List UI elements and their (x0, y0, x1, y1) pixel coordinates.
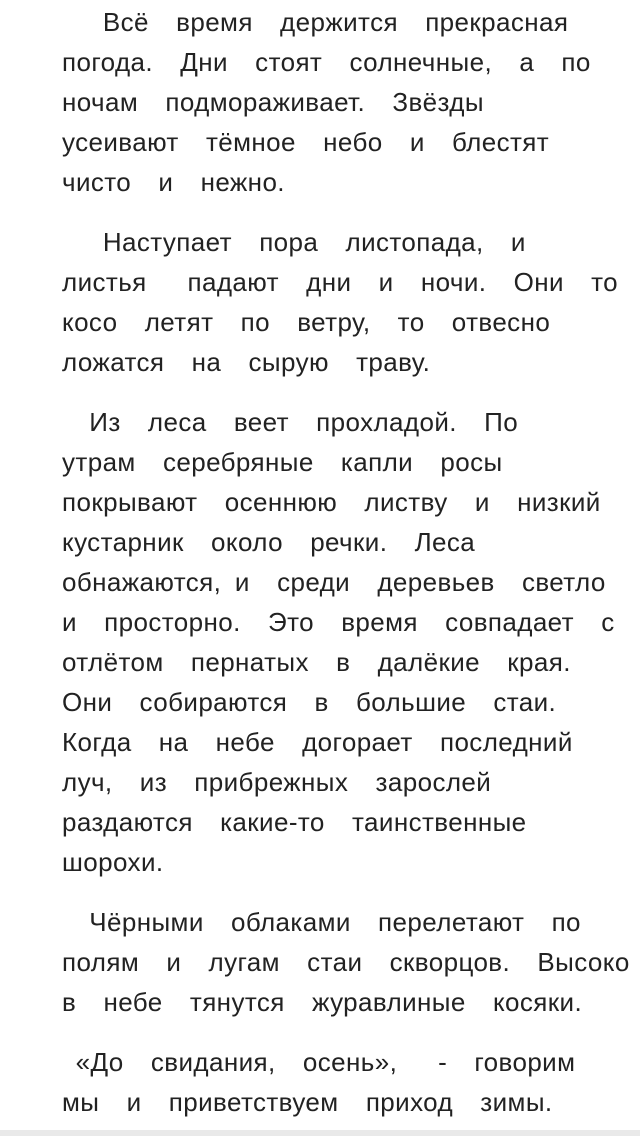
bottom-edge-divider (0, 1130, 640, 1136)
paragraph-4 (62, 902, 630, 1022)
text-line: Они собираются в большие стаи. (62, 687, 557, 717)
text-line: утрам серебряные капли росы (62, 447, 503, 477)
text-line: обнажаются, и среди деревьев светло (62, 567, 606, 597)
paragraph-5 (62, 1042, 575, 1122)
text-line: Наступает пора листопада, и (62, 227, 526, 257)
text-line: отлётом пернатых в далёкие края. (62, 647, 571, 677)
text-line: ночам подмораживает. Звёзды (62, 87, 484, 117)
text-line: чисто и нежно. (62, 167, 285, 197)
text-line: Всё время держится прекрасная (62, 7, 569, 37)
text-line: Из леса веет прохладой. По (62, 407, 519, 437)
text-line: листья падают дни и ночи. Они то (62, 267, 619, 297)
text-line: в небе тянутся журавлиные косяки. (62, 987, 583, 1017)
text-line: раздаются какие-то таинственные (62, 807, 527, 837)
text-line: погода. Дни стоят солнечные, а по (62, 47, 591, 77)
text-line: косо летят по ветру, то отвесно (62, 307, 551, 337)
text-line: луч, из прибрежных зарослей (62, 767, 492, 797)
text-line: Когда на небе догорает последний (62, 727, 573, 757)
text-line: полям и лугам стаи скворцов. Высоко (62, 947, 630, 977)
text-line: покрывают осеннюю листву и низкий (62, 487, 601, 517)
text-line: Чёрными облаками перелетают по (62, 907, 581, 937)
text-line: кустарник около речки. Леса (62, 527, 476, 557)
text-line: и просторно. Это время совпадает с (62, 607, 615, 637)
text-line: усеивают тёмное небо и блестят (62, 127, 550, 157)
text-line: шорохи. (62, 847, 164, 877)
paragraph-3 (62, 402, 615, 882)
paragraph-2 (62, 222, 618, 382)
text-line: ложатся на сырую траву. (62, 347, 431, 377)
text-line: мы и приветствуем приход зимы. (62, 1087, 553, 1117)
text-line: «До свидания, осень», - говорим (62, 1047, 576, 1077)
paragraph-1 (62, 2, 591, 202)
